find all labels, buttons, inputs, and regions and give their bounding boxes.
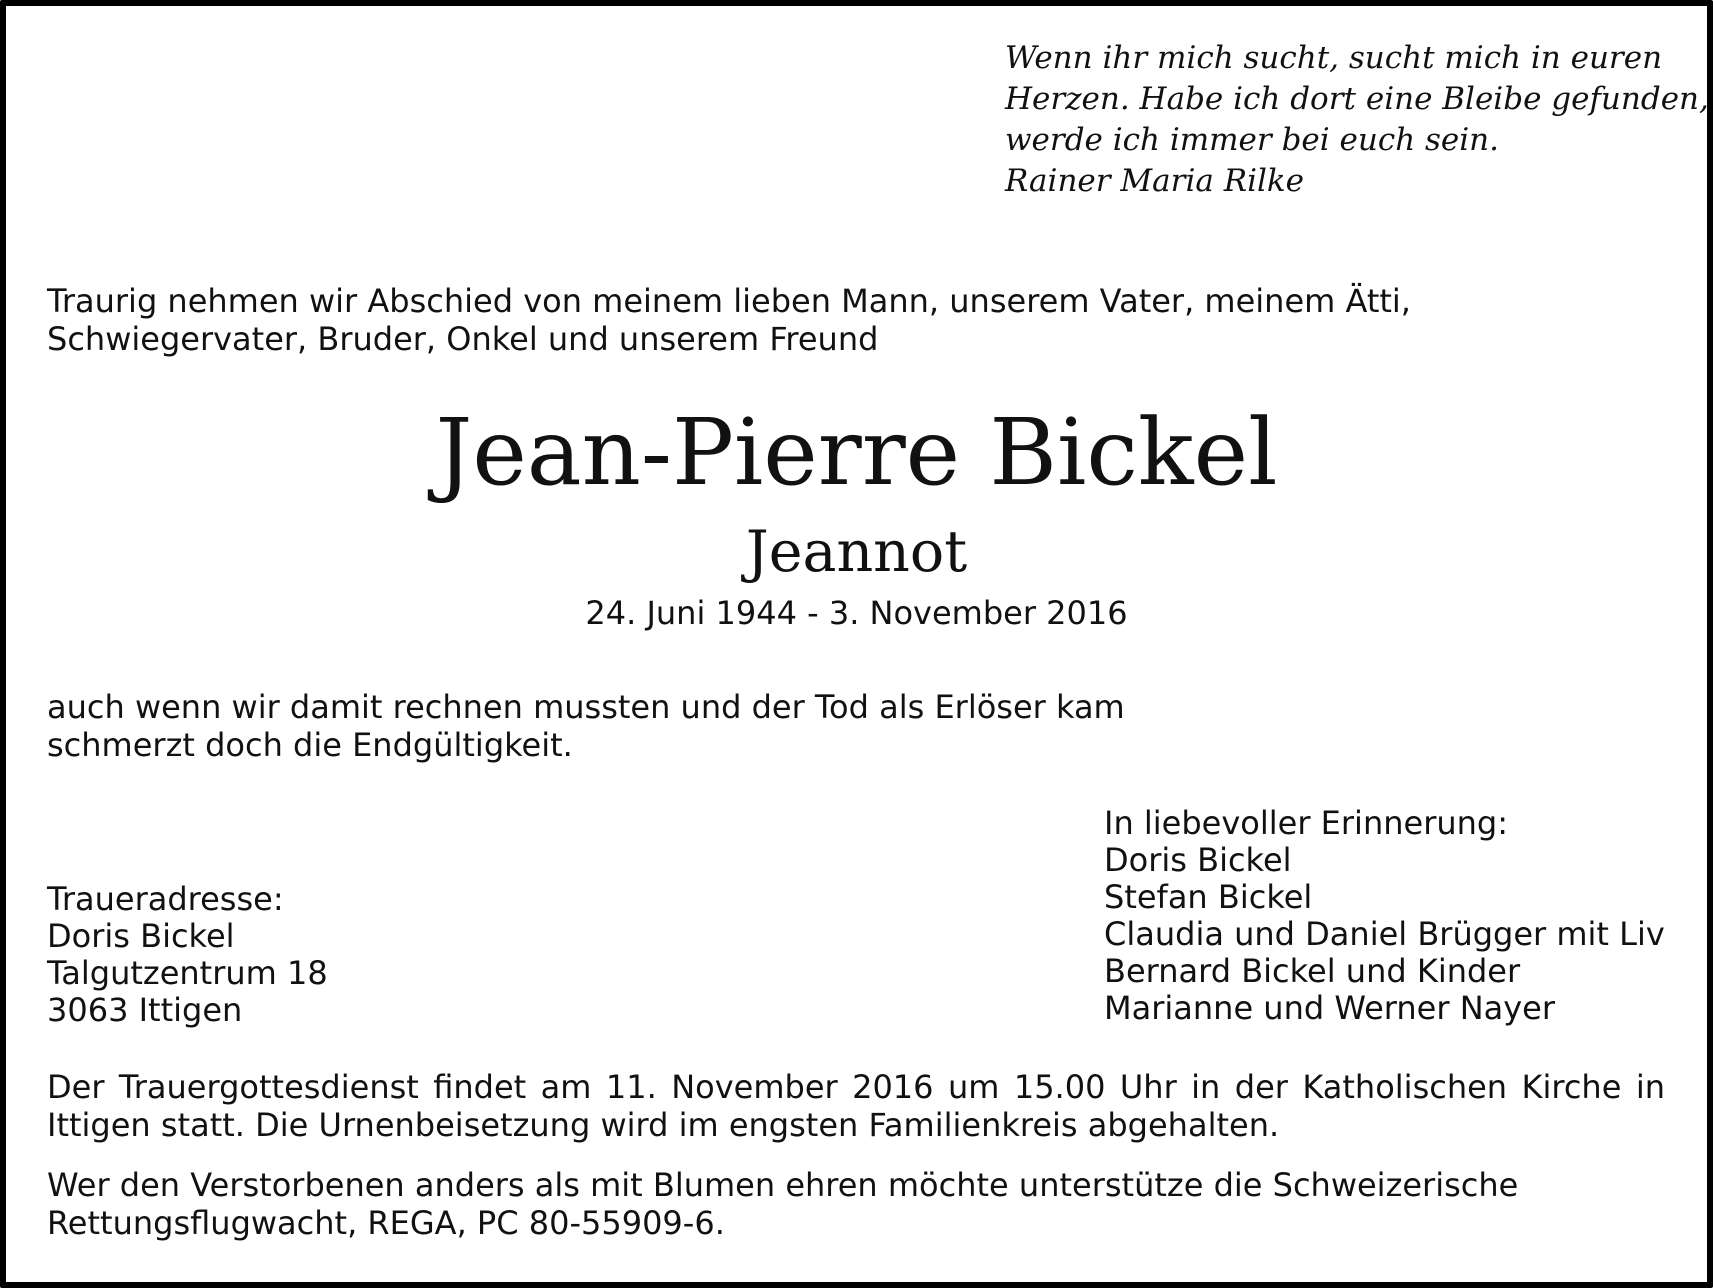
donation-line: Wer den Verstorbenen anders als mit Blumen ehren möchte unterstütze die Schweizerische bbox=[47, 1166, 1519, 1204]
life-dates: 24. Juni 1944 - 3. November 2016 bbox=[585, 594, 1128, 632]
mourner-name: Marianne und Werner Nayer bbox=[1104, 989, 1556, 1027]
service-line: Ittigen statt. Die Urnenbeisetzung wird im engsten Familienkreis abgehalten. bbox=[47, 1106, 1280, 1144]
mourner-name: Doris Bickel bbox=[1104, 841, 1292, 879]
intro-line: Schwiegervater, Bruder, Onkel und unserem Freund bbox=[47, 320, 879, 358]
body-line: auch wenn wir damit rechnen mussten und der Tod als Erlöser kam bbox=[47, 688, 1125, 726]
rilke-quote bbox=[1005, 38, 1709, 202]
quote-author: Rainer Maria Rilke bbox=[1005, 163, 1305, 199]
intro-text bbox=[47, 282, 1411, 358]
mourners-list bbox=[1104, 805, 1665, 1027]
address-line: 3063 Ittigen bbox=[47, 991, 243, 1029]
mourner-name: Stefan Bickel bbox=[1104, 878, 1313, 916]
donation-text bbox=[47, 1166, 1518, 1242]
deceased-nickname: Jeannot bbox=[745, 519, 968, 585]
body-text bbox=[47, 688, 1125, 764]
mourner-name: Claudia und Daniel Brügger mit Liv bbox=[1104, 915, 1665, 953]
address-line: Talgutzentrum 18 bbox=[47, 954, 328, 992]
quote-line: Herzen. Habe ich dort eine Bleibe gefunden, bbox=[1005, 81, 1709, 117]
quote-line: Wenn ihr mich sucht, sucht mich in euren bbox=[1005, 40, 1663, 76]
mourning-address bbox=[47, 881, 328, 1029]
funeral-service-text bbox=[47, 1068, 1665, 1144]
mourner-name: Bernard Bickel und Kinder bbox=[1104, 952, 1521, 990]
mourners-label: In liebevoller Erinnerung: bbox=[1104, 804, 1508, 842]
address-line: Doris Bickel bbox=[47, 917, 235, 955]
deceased-name: Jean-Pierre Bickel bbox=[435, 399, 1278, 506]
service-line: Der Trauergottesdienst findet am 11. November 2016 um 15.00 Uhr in der Katholischen Kirche in bbox=[47, 1068, 1665, 1106]
donation-line: Rettungsflugwacht, REGA, PC 80-55909-6. bbox=[47, 1204, 725, 1242]
body-line: schmerzt doch die Endgültigkeit. bbox=[47, 726, 573, 764]
address-label: Traueradresse: bbox=[47, 880, 284, 918]
quote-line: werde ich immer bei euch sein. bbox=[1005, 122, 1500, 158]
intro-line: Traurig nehmen wir Abschied von meinem lieben Mann, unserem Vater, meinem Ätti, bbox=[47, 282, 1411, 320]
